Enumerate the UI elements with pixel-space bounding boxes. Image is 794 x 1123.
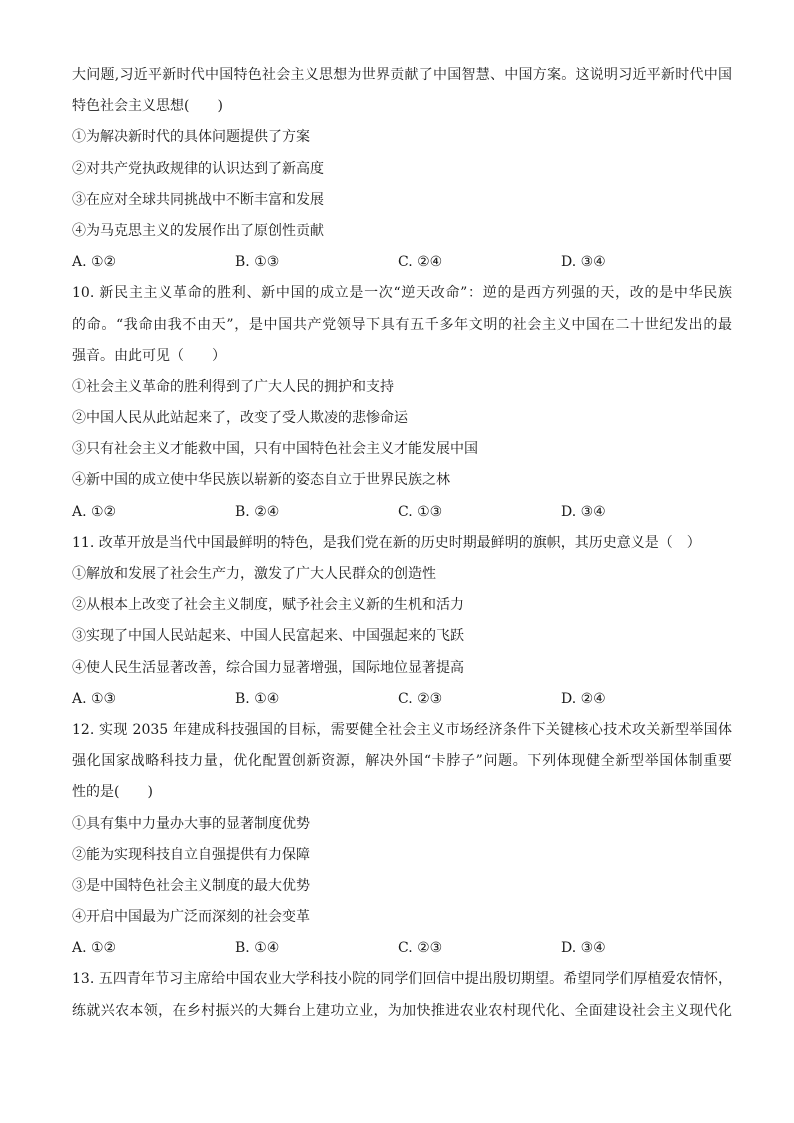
choice-a: A. ①② xyxy=(72,940,117,957)
question-stem-line: 10. 新民主主义革命的胜利、新中国的成立是一次“逆天改命”：逆的是西方列强的天，改的是中华民族 xyxy=(72,285,732,302)
question-13 xyxy=(72,964,732,1026)
statement-option: ④为马克思主义的发展作出了原创性贡献 xyxy=(72,222,324,239)
choice-b: B. ①④ xyxy=(235,690,280,707)
question-12 xyxy=(72,715,732,965)
question-stem-line: 特色社会主义思想( ) xyxy=(72,98,223,115)
choice-c: C. ②③ xyxy=(398,690,443,707)
choice-a: A. ①③ xyxy=(72,690,117,707)
choice-b: B. ①③ xyxy=(235,254,280,271)
question-stem-line: 强化国家战略科技力量，优化配置创新资源，解决外国“卡脖子”问题。下列体现健全新型举国体制重要 xyxy=(72,753,732,770)
statement-option: ④使人民生活显著改善，综合国力显著增强，国际地位显著提高 xyxy=(72,659,464,676)
statement-option: ②中国人民从此站起来了，改变了受人欺凌的悲惨命运 xyxy=(72,410,408,427)
answer-choices xyxy=(72,933,732,964)
statement-option: ①社会主义革命的胜利得到了广大人民的拥护和支持 xyxy=(72,378,394,395)
choice-c: C. ②④ xyxy=(398,254,443,271)
statement-option: ②对共产党执政规律的认识达到了新高度 xyxy=(72,160,324,177)
statement-option: ①解放和发展了社会生产力，激发了广大人民群众的创造性 xyxy=(72,566,436,582)
choice-a: A. ①② xyxy=(72,503,117,520)
statement-option: ②从根本上改变了社会主义制度，赋予社会主义新的生机和活力 xyxy=(72,597,464,614)
question-stem-line: 13. 五四青年节习主席给中国农业大学科技小院的同学们回信中提出殷切期望。希望同学们厚植爱农情怀， xyxy=(72,971,732,988)
choice-c: C. ①③ xyxy=(398,503,443,520)
statement-option: ①为解决新时代的具体问题提供了方案 xyxy=(72,129,310,146)
statement-option: ③在应对全球共同挑战中不断丰富和发展 xyxy=(72,191,324,208)
question-stem-line: 大问题,习近平新时代中国特色社会主义思想为世界贡献了中国智慧、中国方案。这说明习近平新时代中国 xyxy=(72,67,732,83)
question-10 xyxy=(72,278,732,528)
statement-option: ③实现了中国人民站起来、中国人民富起来、中国强起来的飞跃 xyxy=(72,628,464,645)
statement-option: ④新中国的成立使中华民族以崭新的姿态自立于世界民族之林 xyxy=(72,472,450,489)
choice-d: D. ③④ xyxy=(561,503,606,520)
choice-d: D. ②④ xyxy=(561,690,606,707)
choice-d: D. ③④ xyxy=(561,254,606,271)
choice-c: C. ②③ xyxy=(398,940,443,957)
statement-option: ②能为实现科技自立自强提供有力保障 xyxy=(72,846,310,863)
question-9 xyxy=(72,60,732,278)
answer-choices xyxy=(72,497,732,528)
question-stem-line: 强音。由此可见（ ） xyxy=(72,347,226,364)
question-stem-line: 12. 实现 2035 年建成科技强国的目标，需要健全社会主义市场经济条件下关键核心技术攻关新型举国体 xyxy=(72,721,732,738)
question-stem-line: 11. 改革开放是当代中国最鲜明的特色，是我们党在新的历史时期最鲜明的旗帜，其历史意义是（ ） xyxy=(72,534,701,551)
statement-option: ③是中国特色社会主义制度的最大优势 xyxy=(72,877,310,894)
statement-option: ④开启中国最为广泛而深刻的社会变革 xyxy=(72,909,310,926)
question-stem-line: 的命。“我命由我不由天”，是中国共产党领导下具有五千多年文明的社会主义中国在二十世纪发出的最 xyxy=(72,316,732,333)
answer-choices xyxy=(72,684,732,715)
choice-d: D. ③④ xyxy=(561,940,606,957)
choice-b: B. ①④ xyxy=(235,940,280,957)
question-stem-line: 性的是( ) xyxy=(72,784,153,801)
statement-option: ①具有集中力量办大事的显著制度优势 xyxy=(72,815,310,832)
choice-b: B. ②④ xyxy=(235,503,280,520)
document-page xyxy=(72,60,732,1027)
answer-choices xyxy=(72,247,732,278)
question-11 xyxy=(72,528,732,715)
question-stem-line: 练就兴农本领，在乡村振兴的大舞台上建功立业，为加快推进农业农村现代化、全面建设社会主义现代化 xyxy=(72,1002,732,1019)
choice-a: A. ①② xyxy=(72,254,117,271)
statement-option: ③只有社会主义才能救中国，只有中国特色社会主义才能发展中国 xyxy=(72,441,478,458)
